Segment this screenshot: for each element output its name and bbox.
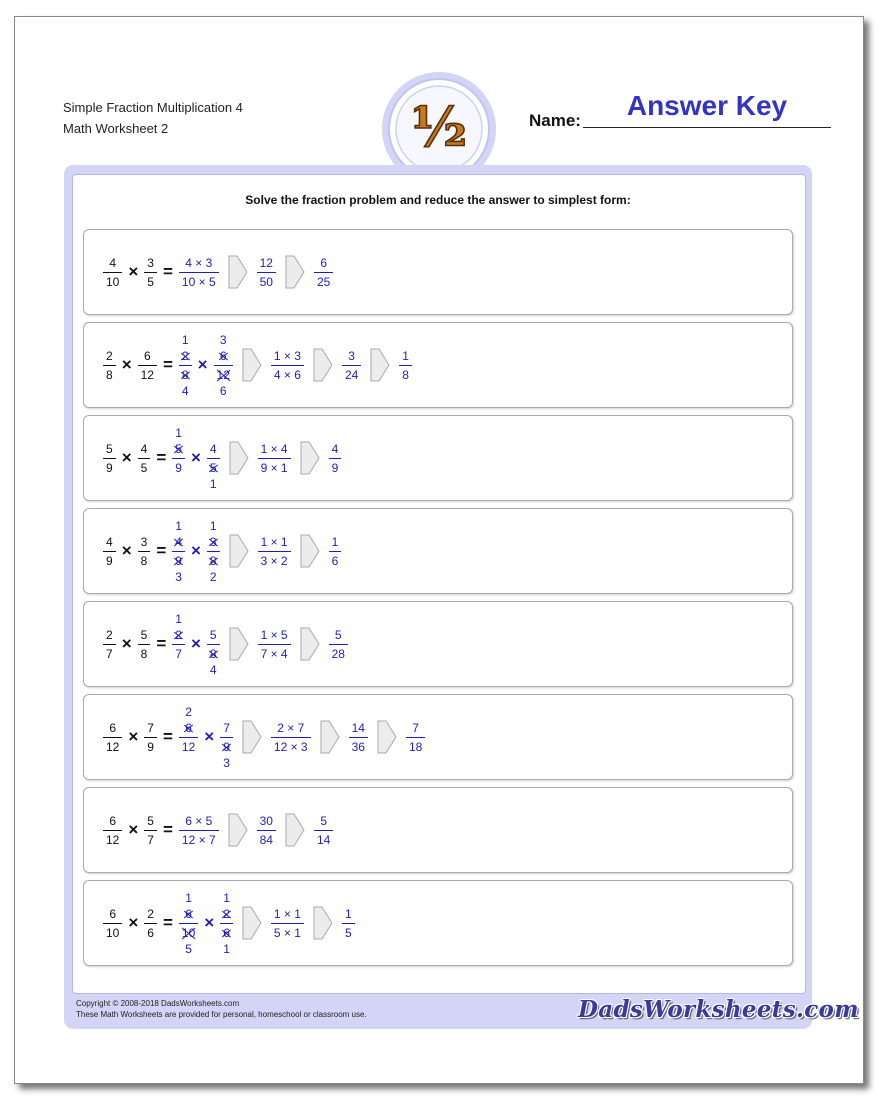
step-fraction (406, 719, 425, 756)
step-arrow-icon (285, 255, 305, 289)
denominator: 12 × 7 (181, 832, 216, 847)
step-fraction (329, 533, 342, 570)
denominator: 24 (344, 367, 359, 382)
denominator-value: 9 (175, 460, 182, 475)
reduced-numerator: 2 (185, 704, 192, 719)
numerator: 7 (412, 720, 419, 735)
reduced-numerator: 1 (175, 425, 182, 440)
cancelled-fraction (204, 519, 223, 584)
denominator: 50 (259, 274, 273, 289)
step-fraction (314, 812, 333, 849)
numerator (172, 533, 185, 551)
second-fraction (144, 905, 157, 942)
numerator: 6 (109, 813, 117, 828)
step-fraction (257, 812, 276, 849)
denominator: 7 × 4 (260, 646, 288, 661)
denominator: 8 (140, 553, 148, 568)
numerator: 2 × 7 (277, 720, 305, 735)
step-arrow-icon (377, 720, 397, 754)
copyright-text: Copyright © 2008-2018 DadsWorksheets.com (76, 999, 240, 1008)
cancelled-fraction (176, 333, 195, 398)
step-fraction (271, 347, 304, 384)
first-fraction (103, 626, 116, 663)
cancel-fraction (220, 905, 233, 942)
numerator: 4 (106, 534, 113, 549)
denominator-value: 9 (175, 553, 182, 568)
equation (100, 509, 344, 593)
half-fraction-logo-icon (380, 72, 498, 172)
step-arrow-icon (242, 906, 262, 940)
reduced-denominator: 1 (209, 476, 217, 491)
step-fraction (258, 626, 291, 663)
step-arrow-icon (320, 720, 340, 754)
numerator: 3 (348, 348, 355, 363)
reduced-denominator: 1 (223, 941, 230, 956)
numerator: 1 (331, 534, 339, 549)
equals-sign: = (162, 262, 173, 281)
first-fraction (103, 254, 122, 291)
numerator: 1 × 4 (260, 441, 288, 456)
name-line (583, 127, 831, 128)
numerator-value: 6 (185, 720, 192, 735)
denominator: 6 (331, 553, 339, 568)
equals-sign: = (162, 355, 173, 374)
numerator (220, 905, 233, 923)
times-sign: × (128, 820, 139, 839)
equals-sign: = (156, 634, 167, 653)
denominator: 18 (408, 739, 423, 754)
numerator: 4 (140, 441, 148, 456)
numerator-value: 3 (209, 534, 217, 549)
denominator: 10 (106, 925, 120, 940)
reduced-numerator: 1 (209, 518, 217, 533)
problem-box (83, 229, 793, 315)
equation (100, 323, 415, 407)
cancel-fraction (207, 533, 220, 570)
denominator-value: 12 (216, 367, 230, 382)
numerator (172, 626, 185, 644)
second-fraction (138, 347, 157, 384)
step-fraction (179, 254, 219, 291)
first-fraction (103, 905, 122, 942)
reduced-numerator: 1 (223, 890, 230, 905)
step-arrow-icon (229, 534, 249, 568)
times-sign: × (121, 634, 132, 653)
times-sign: × (190, 541, 201, 560)
step-arrow-icon (300, 534, 320, 568)
equation (100, 230, 336, 314)
denominator: 5 (147, 274, 154, 289)
numerator (172, 440, 185, 458)
numerator: 5 (140, 627, 148, 642)
times-sign: × (121, 448, 132, 467)
second-fraction (144, 719, 157, 756)
numerator: 1 × 1 (273, 906, 301, 921)
logo-text: ½ (410, 95, 468, 159)
instructions: Solve the fraction problem and reduce the answer to simplest form: (245, 193, 631, 207)
step-fraction (329, 440, 342, 477)
denominator: 7 (106, 646, 113, 661)
denominator: 5 × 1 (273, 925, 301, 940)
denominator: 84 (259, 832, 273, 847)
numerator: 6 (109, 906, 117, 921)
reduced-numerator: 1 (175, 611, 182, 626)
times-sign: × (128, 913, 139, 932)
equals-sign: = (156, 448, 167, 467)
second-fraction (138, 440, 151, 477)
step-fraction (329, 626, 348, 663)
denominator: 12 (106, 832, 120, 847)
dadsworksheets-logo: DadsWorksheets.com (578, 996, 859, 1023)
equation (100, 788, 336, 872)
step-fraction (258, 440, 291, 477)
first-fraction (103, 347, 116, 384)
worksheet-header (63, 97, 243, 139)
cancel-fraction (179, 905, 198, 942)
numerator: 6 (109, 720, 117, 735)
denominator: 8 (402, 367, 409, 382)
numerator: 1 (402, 348, 409, 363)
times-sign: × (121, 541, 132, 560)
first-fraction (103, 719, 122, 756)
cancelled-fraction (204, 426, 223, 491)
numerator: 6 (143, 348, 151, 363)
numerator: 3 (147, 255, 154, 270)
denominator-value: 8 (209, 553, 217, 568)
reduced-numerator: 3 (219, 332, 227, 347)
numerator: 1 (344, 906, 352, 921)
equation (100, 695, 428, 779)
numerator: 3 (140, 534, 148, 549)
numerator (182, 905, 195, 923)
times-sign: × (204, 727, 215, 746)
denominator-value: 8 (209, 646, 217, 661)
reduced-numerator: 1 (185, 890, 192, 905)
cancelled-fraction (217, 891, 236, 956)
denominator-value: 7 (175, 646, 182, 661)
cancel-fraction (220, 719, 233, 756)
denominator (207, 459, 220, 477)
denominator: 6 (147, 925, 154, 940)
step-arrow-icon (370, 348, 390, 382)
equals-sign: = (156, 541, 167, 560)
numerator: 5 (106, 441, 113, 456)
times-sign: × (128, 262, 139, 281)
reduced-denominator: 2 (209, 569, 217, 584)
denominator: 12 (140, 367, 154, 382)
reduced-denominator: 3 (175, 569, 182, 584)
denominator: 9 (106, 553, 113, 568)
step-fraction (179, 812, 219, 849)
numerator (207, 626, 220, 644)
denominator: 14 (316, 832, 331, 847)
reduced-denominator: 6 (219, 383, 227, 398)
times-sign: × (197, 355, 208, 374)
numerator: 12 (259, 255, 273, 270)
cancel-fraction (172, 626, 185, 663)
numerator-value: 2 (175, 627, 182, 642)
denominator (220, 924, 233, 942)
denominator (220, 738, 233, 756)
denominator (172, 459, 185, 477)
step-arrow-icon (228, 255, 248, 289)
denominator: 12 (106, 739, 120, 754)
numerator (182, 719, 195, 737)
times-sign: × (204, 913, 215, 932)
reduced-numerator: 1 (175, 518, 182, 533)
denominator: 9 (147, 739, 154, 754)
cancelled-fraction (204, 612, 223, 677)
cancelled-fraction (169, 519, 188, 584)
second-fraction (144, 254, 157, 291)
numerator (179, 347, 192, 365)
step-arrow-icon (300, 441, 320, 475)
denominator: 8 (106, 367, 113, 382)
cancel-fraction (172, 440, 185, 477)
numerator: 1 × 3 (273, 348, 301, 363)
cancelled-fraction (169, 426, 188, 491)
denominator: 4 × 6 (273, 367, 301, 382)
numerator: 7 (147, 720, 154, 735)
denominator-value: 10 (181, 925, 196, 940)
footer-copyright (76, 998, 367, 1020)
times-sign: × (128, 727, 139, 746)
denominator: 36 (351, 739, 365, 754)
step-fraction (271, 905, 304, 942)
numerator (217, 347, 230, 365)
numerator: 6 (320, 255, 327, 270)
step-arrow-icon (313, 906, 333, 940)
times-sign: × (190, 634, 201, 653)
denominator: 9 (331, 460, 339, 475)
denominator (179, 738, 198, 756)
denominator: 12 × 3 (273, 739, 308, 754)
worksheet-subtitle: Math Worksheet 2 (63, 121, 169, 136)
denominator: 10 (106, 274, 120, 289)
denominator (179, 924, 198, 942)
problem-box (83, 322, 793, 408)
numerator: 1 × 5 (260, 627, 288, 642)
cancel-fraction (172, 533, 185, 570)
second-fraction (144, 812, 157, 849)
numerator (207, 440, 220, 458)
numerator: 6 × 5 (185, 813, 213, 828)
first-fraction (103, 533, 116, 570)
numerator: 5 (147, 813, 154, 828)
cancel-fraction (207, 626, 220, 663)
equals-sign: = (162, 913, 173, 932)
cancel-fraction (214, 347, 233, 384)
times-sign: × (190, 448, 201, 467)
step-fraction (342, 905, 355, 942)
problem-box (83, 415, 793, 501)
numerator-value: 5 (209, 627, 217, 642)
step-fraction (258, 533, 291, 570)
cancelled-fraction (217, 705, 236, 770)
step-arrow-icon (285, 813, 305, 847)
problem-box (83, 880, 793, 966)
numerator-value: 5 (175, 441, 182, 456)
times-sign: × (121, 355, 132, 374)
reduced-denominator: 4 (209, 662, 217, 677)
numerator: 4 (109, 255, 117, 270)
denominator-value: 6 (223, 925, 230, 940)
answer-key-text: Answer Key (626, 90, 788, 121)
step-fraction (399, 347, 412, 384)
equation (100, 416, 344, 500)
denominator (172, 552, 185, 570)
step-arrow-icon (229, 627, 249, 661)
denominator: 25 (316, 274, 331, 289)
step-fraction (314, 254, 333, 291)
denominator (179, 366, 192, 384)
worksheet-title: Simple Fraction Multiplication 4 (63, 100, 243, 115)
step-fraction (349, 719, 368, 756)
denominator: 28 (331, 646, 345, 661)
reduced-denominator: 3 (223, 755, 230, 770)
cancel-fraction (207, 440, 220, 477)
denominator: 8 (140, 646, 148, 661)
step-arrow-icon (242, 348, 262, 382)
step-fraction (257, 254, 276, 291)
problem-box (83, 694, 793, 780)
first-fraction (103, 812, 122, 849)
reduced-denominator: 4 (181, 383, 189, 398)
problem-box (83, 508, 793, 594)
problem-box (83, 601, 793, 687)
step-arrow-icon (229, 441, 249, 475)
denominator: 5 (140, 460, 148, 475)
cancelled-fraction (169, 612, 188, 677)
cancel-fraction (179, 719, 198, 756)
numerator-value: 4 (209, 441, 217, 456)
denominator-value: 9 (223, 739, 230, 754)
cancelled-fraction (211, 333, 236, 398)
numerator: 4 × 3 (185, 255, 213, 270)
second-fraction (138, 626, 151, 663)
numerator: 30 (259, 813, 273, 828)
denominator (207, 645, 220, 663)
second-fraction (138, 533, 151, 570)
denominator: 9 × 1 (260, 460, 288, 475)
denominator (214, 366, 233, 384)
cancelled-fraction (176, 891, 201, 956)
numerator-value: 2 (181, 348, 189, 363)
cancelled-fraction (176, 705, 201, 770)
denominator-value: 12 (181, 739, 196, 754)
numerator: 14 (351, 720, 365, 735)
denominator (172, 645, 185, 663)
step-arrow-icon (228, 813, 248, 847)
numerator: 2 (106, 348, 113, 363)
denominator: 5 (344, 925, 352, 940)
usage-note: These Math Worksheets are provided for personal, homeschool or classroom use. (76, 1010, 367, 1019)
numerator: 2 (106, 627, 113, 642)
denominator (207, 552, 220, 570)
numerator: 5 (334, 627, 342, 642)
numerator-value: 6 (185, 906, 192, 921)
numerator: 1 × 1 (260, 534, 288, 549)
first-fraction (103, 440, 116, 477)
step-fraction (342, 347, 361, 384)
equation (100, 602, 351, 686)
name-label: Name: (529, 111, 581, 130)
numerator: 2 (147, 906, 154, 921)
equals-sign: = (162, 820, 173, 839)
denominator-value: 5 (209, 460, 217, 475)
step-arrow-icon (242, 720, 262, 754)
numerator-value: 7 (223, 720, 230, 735)
denominator: 10 × 5 (181, 274, 216, 289)
numerator: 5 (320, 813, 327, 828)
denominator: 3 × 2 (260, 553, 288, 568)
problem-box (83, 787, 793, 873)
denominator: 7 (147, 832, 154, 847)
cancel-fraction (179, 347, 192, 384)
numerator (207, 533, 220, 551)
numerator-value: 2 (223, 906, 230, 921)
denominator: 9 (106, 460, 113, 475)
numerator (220, 719, 233, 737)
reduced-denominator: 5 (185, 941, 192, 956)
step-fraction (271, 719, 311, 756)
equation (100, 881, 358, 965)
equals-sign: = (162, 727, 173, 746)
reduced-numerator: 1 (181, 332, 189, 347)
numerator: 4 (331, 441, 339, 456)
step-arrow-icon (313, 348, 333, 382)
numerator-value: 4 (175, 534, 182, 549)
numerator-value: 6 (219, 348, 227, 363)
denominator-value: 8 (181, 367, 189, 382)
step-arrow-icon (300, 627, 320, 661)
